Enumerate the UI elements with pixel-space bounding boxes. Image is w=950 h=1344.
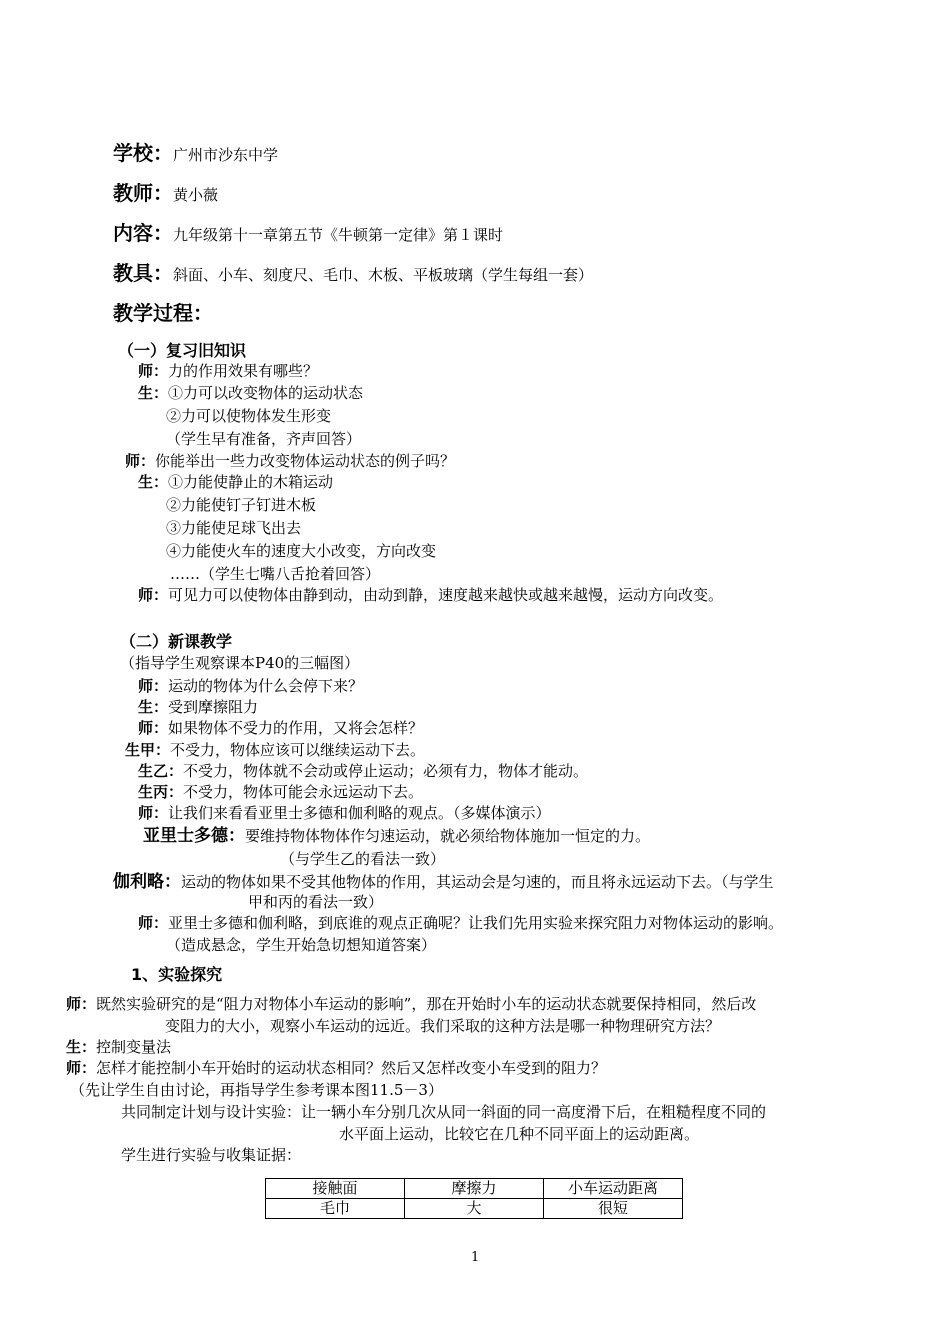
s2-line-13: [138, 912, 783, 934]
s1-line-8: ③力能使足球飞出去: [166, 519, 302, 537]
s3-line-3: [66, 1036, 171, 1058]
line-text: 可见力可以使物体由静到动，由动到静，速度越来越快或越来越慢，运动方向改变。: [168, 586, 724, 604]
speaker: 伽利略：: [113, 872, 181, 892]
line-text: 不受力，物体可能会永远运动下去。: [183, 783, 424, 801]
table-cell: 大: [405, 1199, 544, 1219]
s1-line-10: ……（学生七嘴八舌抢着回答）: [170, 565, 381, 583]
s2-line-10: （与学生乙的看法一致）: [280, 850, 446, 868]
line-text: 不受力，物体应该可以继续运动下去。: [170, 741, 426, 759]
line-text: 怎样才能控制小车开始时的运动状态相同？然后又怎样改变小车受到的阻力？: [96, 1059, 607, 1077]
s2-line-9: [143, 825, 650, 847]
s2-line-14: （造成悬念，学生开始急切想知道答案）: [166, 936, 437, 954]
s2-line-11: [113, 871, 774, 893]
table-cell: 毛巾: [266, 1199, 405, 1219]
school-row: [113, 137, 278, 166]
s2-line-12: 甲和丙的看法一致）: [248, 893, 384, 911]
line-text: 既然实验研究的是“阻力对物体小车运动的影响”，那在开始时小车的运动状态就要保持相同，然后改: [96, 995, 757, 1013]
s1-line-9: ④力能使火车的速度大小改变，方向改变: [166, 542, 437, 560]
tools-label: 教具：: [113, 261, 173, 285]
s2-line-1: （指导学生观察课本P40的三幅图）: [120, 654, 360, 672]
line-text: 不受力，物体就不会动或停止运动；必须有力，物体才能动。: [183, 762, 589, 780]
section2-title: （二）新课教学: [120, 632, 233, 651]
table-header-row: [266, 1179, 683, 1199]
page-number: 1: [471, 1250, 480, 1265]
line-text: 运动的物体为什么会停下来？: [168, 677, 364, 695]
speaker: 生：: [138, 698, 169, 716]
teacher-row: [113, 177, 218, 206]
s1-line-6: [138, 471, 333, 493]
tools-row: [113, 257, 593, 286]
speaker: 师：: [66, 1059, 97, 1077]
line-text: 力的作用效果有哪些？: [168, 362, 319, 380]
table-header-cell: 小车运动距离: [544, 1179, 683, 1199]
line-text: ①力能使静止的木箱运动: [168, 473, 334, 491]
speaker: 师：: [138, 362, 169, 380]
s2-line-2: [138, 675, 363, 697]
speaker: 生乙：: [138, 762, 184, 780]
s1-line-3: ②力可以使物体发生形变: [166, 407, 332, 425]
line-text: ①力可以改变物体的运动状态: [168, 384, 364, 402]
line-text: 要维持物体物体作匀速运动，就必须给物体施加一恒定的力。: [245, 827, 651, 845]
s2-line-8: [138, 802, 551, 824]
s1-line-11: [138, 584, 723, 606]
table-cell: 很短: [544, 1199, 683, 1219]
speaker: 师：: [138, 586, 169, 604]
s3-line-1: [66, 993, 756, 1015]
speaker: 师：: [138, 719, 169, 737]
s2-line-6: [138, 760, 588, 782]
speaker: 师：: [66, 995, 97, 1013]
s2-line-4: [138, 717, 423, 739]
s1-line-1: [138, 360, 318, 382]
line-text: 运动的物体如果不受其他物体的作用，其运动会是匀速的，而且将永远运动下去。（与学生: [181, 873, 774, 891]
speaker: 生：: [138, 473, 169, 491]
s3-line-7: 水平面上运动，比较它在几种不同平面上的运动距离。: [339, 1125, 700, 1143]
s3-line-5: （先让学生自由讨论，再指导学生参考课本图11.5－3）: [70, 1081, 443, 1099]
s1-line-4: （学生早有准备，齐声回答）: [166, 430, 362, 448]
s1-line-2: [138, 382, 363, 404]
table-header-cell: 摩擦力: [405, 1179, 544, 1199]
teacher-value: 黄小薇: [173, 186, 219, 204]
s2-line-7: [138, 781, 423, 803]
content-row: [113, 217, 503, 246]
line-text: 控制变量法: [96, 1038, 172, 1056]
s2-line-5: [125, 739, 425, 761]
line-text: 亚里士多德和伽利略，到底谁的观点正确呢？让我们先用实验来探究阻力对物体运动的影响。: [168, 914, 784, 932]
table-header-cell: 接触面: [266, 1179, 405, 1199]
table-row: [266, 1199, 683, 1219]
s3-line-8: 学生进行实验与收集证据：: [121, 1146, 302, 1164]
line-text: 你能举出一些力改变物体运动状态的例子吗？: [155, 452, 456, 470]
speaker: 生：: [66, 1038, 97, 1056]
content-value: 九年级第十一章第五节《牛顿第一定律》第１课时: [173, 226, 504, 244]
speaker: 亚里士多德：: [143, 826, 245, 846]
content-label: 内容：: [113, 221, 173, 245]
process-heading: 教学过程：: [113, 301, 213, 325]
speaker: 生：: [138, 384, 169, 402]
speaker: 师：: [138, 677, 169, 695]
line-text: 受到摩擦阻力: [168, 698, 259, 716]
s3-line-6: 共同制定计划与设计实验：让一辆小车分别几次从同一斜面的同一高度滑下后，在粗糙程度不同的: [121, 1103, 767, 1121]
results-table: [265, 1178, 683, 1219]
school-value: 广州市沙东中学: [173, 146, 279, 164]
s3-line-2: 变阻力的大小，观察小车运动的远近。我们采取的这种方法是哪一种物理研究方法？: [165, 1017, 721, 1035]
s2-line-3: [138, 696, 258, 718]
speaker: 师：: [138, 804, 169, 822]
s1-line-5: [125, 450, 455, 472]
teacher-label: 教师：: [113, 181, 173, 205]
school-label: 学校：: [113, 141, 173, 165]
tools-value: 斜面、小车、刻度尺、毛巾、木板、平板玻璃（学生每组一套）: [173, 266, 594, 284]
line-text: 如果物体不受力的作用，又将会怎样？: [168, 719, 424, 737]
section3-title: 1、实验探究: [131, 965, 223, 984]
line-text: 让我们来看看亚里士多德和伽利略的观点。（多媒体演示）: [168, 804, 551, 822]
speaker: 师：: [125, 452, 156, 470]
s3-line-4: [66, 1057, 606, 1079]
s1-line-7: ②力能使钉子钉进木板: [166, 496, 317, 514]
section1-title: （一）复习旧知识: [118, 341, 247, 360]
speaker: 生甲：: [125, 741, 171, 759]
speaker: 生丙：: [138, 783, 184, 801]
speaker: 师：: [138, 914, 169, 932]
